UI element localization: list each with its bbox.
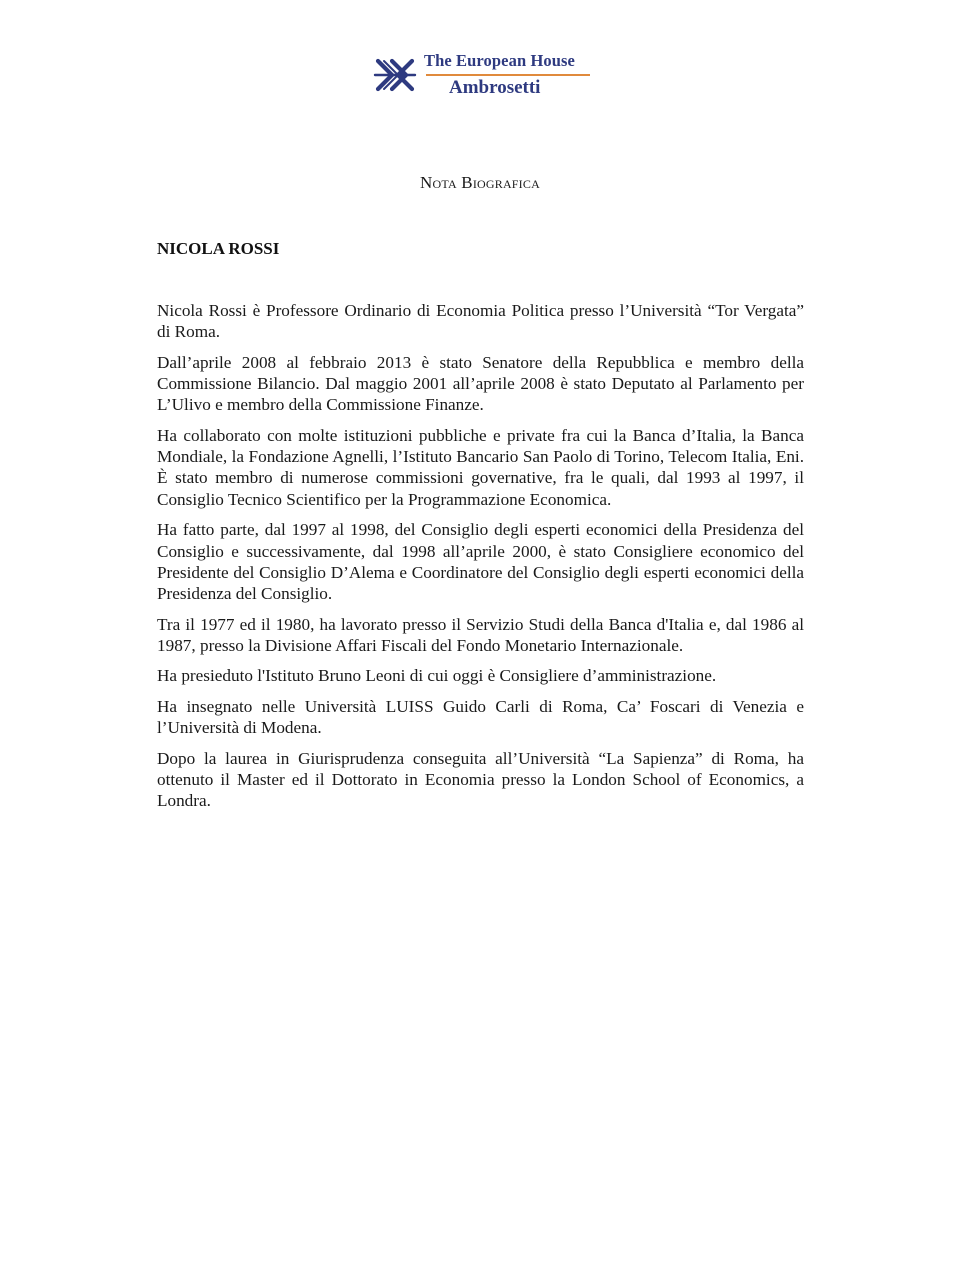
bio-paragraph: Ha fatto parte, dal 1997 al 1998, del Consiglio degli esperti economici della Presidenza del Consiglio e successivamente, dal 1998 all’aprile 2000, è stato Consigliere economico del Presidente del Consiglio D’Alema e Coordinatore del Consiglio degli esperti economici della Presidenza del Consiglio.: [157, 520, 804, 604]
bio-paragraph: Dall’aprile 2008 al febbraio 2013 è stato Senatore della Repubblica e membro della Commissione Bilancio. Dal maggio 2001 all’aprile 2008 è stato Deputato al Parlamento per L’Ulivo e membro della Commissione Finanze.: [157, 352, 804, 415]
bio-paragraph: Nicola Rossi è Professore Ordinario di Economia Politica presso l’Università “Tor Vergata” di Roma.: [157, 301, 804, 342]
bio-paragraph: Ha presieduto l'Istituto Bruno Leoni di cui oggi è Consigliere d’amministrazione.: [157, 666, 717, 686]
logo-divider: [426, 74, 590, 76]
bio-paragraph: Dopo la laurea in Giurisprudenza conseguita all’Università “La Sapienza” di Roma, ha ottenuto il Master ed il Dottorato in Economia presso la London School of Economics, a Londra.: [157, 748, 804, 811]
person-name: NICOLA ROSSI: [157, 239, 280, 258]
ambrosetti-logo-icon: [372, 55, 418, 95]
logo-text-line1: The European House: [424, 51, 575, 70]
document-title: Nota Biografica: [420, 173, 540, 192]
biography-body: [157, 300, 804, 821]
bio-paragraph: Ha insegnato nelle Università LUISS Guido Carli di Roma, Ca’ Foscari di Venezia e l’Università di Modena.: [157, 696, 804, 738]
logo-text-line2: Ambrosetti: [449, 77, 541, 98]
company-logo: [372, 50, 592, 100]
bio-paragraph: Ha collaborato con molte istituzioni pubbliche e private fra cui la Banca d’Italia, la Banca Mondiale, la Fondazione Agnelli, l’Istituto Bancario San Paolo di Torino, Telecom Italia, Eni. È stato membro di numerose commissioni governative, fra le quali, dal 1993 al 1997, il Consiglio Tecnico Scientifico per la Programmazione Economica.: [157, 425, 804, 509]
bio-paragraph: Tra il 1977 ed il 1980, ha lavorato presso il Servizio Studi della Banca d'Italia e, dal 1986 al 1987, presso la Divisione Affari Fiscali del Fondo Monetario Internazionale.: [157, 614, 804, 655]
